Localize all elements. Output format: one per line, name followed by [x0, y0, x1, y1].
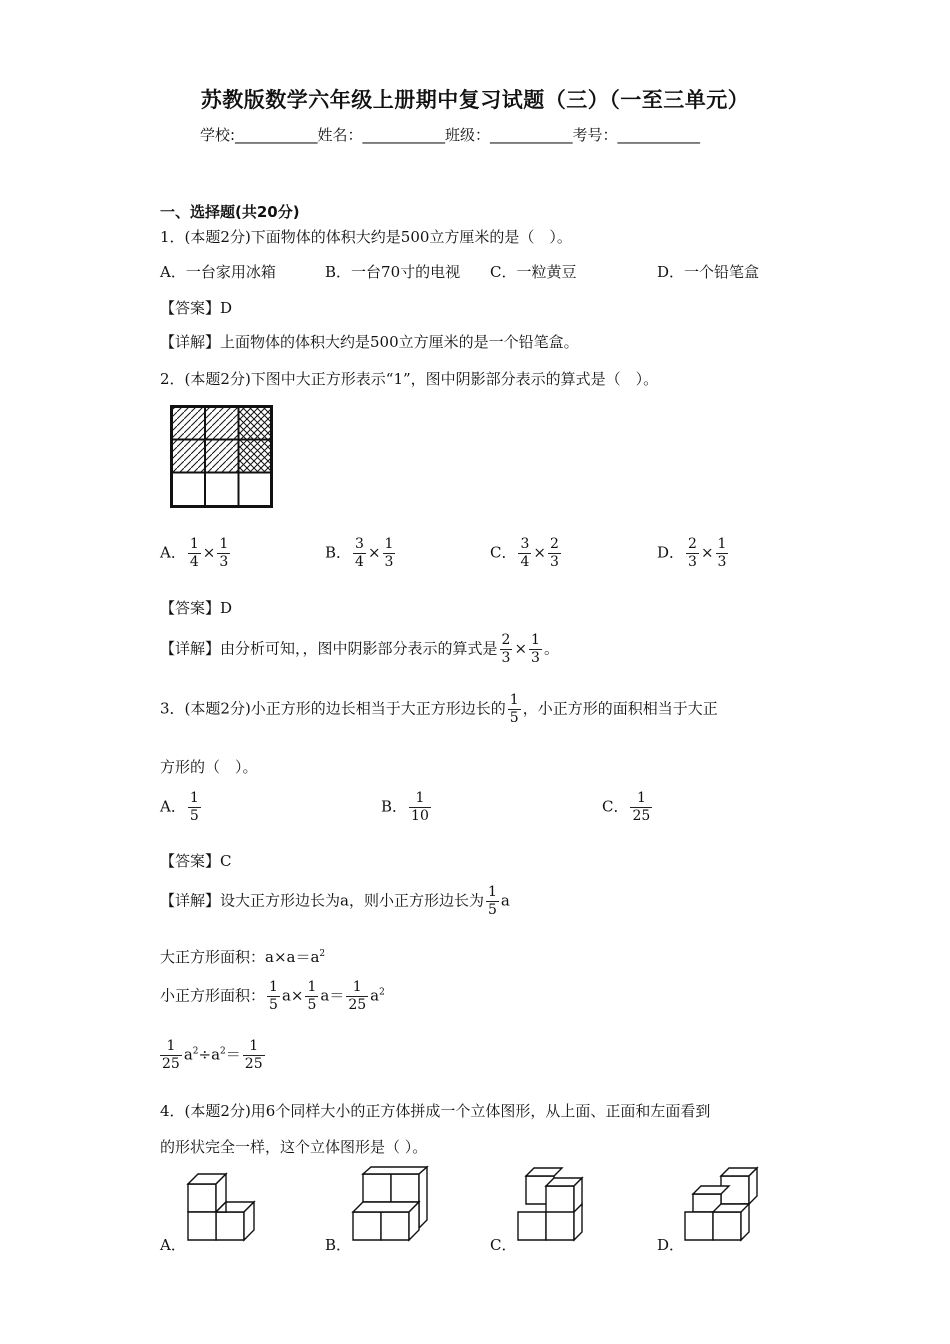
q3-r-sup2: 2 [220, 1046, 226, 1057]
student-info-line: 学校:___________姓名：___________班级：___________考号：___________ [200, 126, 701, 144]
q2-b-op: × [367, 543, 381, 562]
q4-figure-c [516, 1164, 598, 1244]
q1-option-b: B．一台70寸的电视 [325, 263, 461, 281]
q1-explain: 【详解】上面物体的体积大约是500立方厘米的是一个铅笔盒。 [160, 333, 579, 351]
q3-option-a-label: A． [160, 797, 186, 816]
q2-c-op: × [533, 543, 546, 562]
q3-a-num: 1 [189, 790, 199, 806]
q3-r-sup1: 2 [192, 1046, 199, 1057]
q2-explain-op: × [514, 639, 528, 658]
q2-option-c [490, 536, 563, 571]
q3-area-big-sup: 2 [319, 949, 326, 959]
q3-as-sup: 2 [379, 987, 385, 998]
q3-stem [160, 692, 718, 727]
q4-stem-line1: 4．(本题2分)用6个同样大小的正方体拼成一个立体图形，从上面、正面和左面看到 [160, 1102, 711, 1120]
page-title: 苏教版数学六年级上册期中复习试题（三）（一至三单元） [200, 88, 750, 112]
q2-b-num1: 3 [355, 536, 364, 552]
q3-ratio [160, 1038, 267, 1073]
q3-option-b [381, 790, 433, 825]
q3-as-d2: 5 [307, 997, 317, 1013]
q2-explain-num1: 2 [501, 632, 511, 648]
q2-b-num2: 1 [384, 536, 394, 552]
q2-c-num1: 3 [520, 536, 530, 552]
q3-option-b-label: B． [381, 797, 408, 816]
q1-option-d: D．一个铅笔盒 [657, 263, 760, 281]
q2-b-den1: 4 [355, 554, 364, 570]
q3-answer: 【答案】C [160, 852, 232, 870]
q4-option-b-label: B． [325, 1236, 352, 1254]
q2-c-den2: 3 [549, 554, 559, 570]
q3-as-n2: 1 [307, 979, 317, 995]
q2-a-den1: 4 [189, 554, 199, 570]
q4-option-c-label: C． [490, 1236, 517, 1254]
q2-option-a [160, 536, 232, 571]
section-heading: 一、选择题(共20分) [160, 203, 300, 221]
q3-b-num: 1 [409, 790, 431, 808]
q2-explain-den1: 3 [501, 650, 511, 666]
q2-explain-den2: 3 [531, 650, 540, 666]
q2-stem: 2．(本题2分)下图中大正方形表示“1”，图中阴影部分表示的算式是（ ）。 [160, 370, 659, 388]
q2-explain [160, 632, 559, 667]
q2-a-num2: 1 [219, 536, 229, 552]
q3-explain-text: 【详解】设大正方形边长为a，则小正方形边长为 [160, 891, 484, 910]
q3-r-d1: 25 [162, 1056, 180, 1072]
q3-stem-den: 5 [509, 710, 519, 726]
q3-stem-num: 1 [509, 692, 519, 708]
q3-as-t1: a× [281, 986, 304, 1005]
q3-as-n3: 1 [346, 979, 368, 997]
q4-option-d-label: D． [657, 1236, 685, 1254]
q3-option-c-label: C． [602, 797, 629, 816]
q3-r-n1: 1 [160, 1038, 182, 1056]
q2-d-den1: 3 [688, 554, 697, 570]
q3-a-den: 5 [189, 808, 199, 824]
q3-r-n2: 1 [243, 1038, 265, 1056]
q2-answer: 【答案】D [160, 599, 233, 617]
q2-d-op: × [700, 543, 714, 562]
q3-area-small-text: 小正方形面积： [160, 986, 266, 1005]
q3-explain-num: 1 [487, 884, 497, 900]
q4-option-a-label: A． [160, 1236, 186, 1254]
q2-option-c-label: C． [490, 543, 517, 562]
q3-explain-end: a [500, 891, 510, 910]
q2-a-num1: 1 [189, 536, 199, 552]
q2-square-figure [170, 405, 274, 509]
q2-a-op: × [202, 543, 216, 562]
q2-a-den2: 3 [219, 554, 229, 570]
q3-option-a [160, 790, 203, 825]
q4-figure-d [683, 1164, 765, 1244]
q3-explain [160, 884, 510, 919]
q3-area-big-text: 大正方形面积：a×a＝a [160, 948, 320, 966]
q3-r-div: ÷a [198, 1045, 221, 1064]
q3-as-d3: 25 [348, 997, 367, 1013]
q2-option-b [325, 536, 397, 571]
q1-stem: 1．(本题2分)下面物体的体积大约是500立方厘米的是（ ）。 [160, 228, 572, 246]
q3-stem-text2: ，小正方形的面积相当于大正 [522, 699, 718, 718]
q2-c-num2: 2 [549, 536, 559, 552]
q3-stem-text: 3．(本题2分)小正方形的边长相当于大正方形边长的 [160, 699, 506, 718]
q3-as-t3: a [370, 986, 380, 1005]
q3-stem-line2: 方形的（ ）。 [160, 758, 258, 776]
q3-c-den: 25 [632, 808, 651, 824]
q3-r-eq: ＝ [225, 1045, 241, 1064]
q2-option-d [657, 536, 730, 571]
q2-option-d-label: D． [657, 543, 685, 562]
q2-option-b-label: B． [325, 543, 352, 562]
q4-stem-line2: 的形状完全一样，这个立体图形是（ ）。 [160, 1138, 428, 1156]
q3-as-n1: 1 [269, 979, 278, 995]
q1-option-c: C．一粒黄豆 [490, 263, 577, 281]
q3-c-num: 1 [630, 790, 652, 808]
q2-d-num1: 2 [688, 536, 697, 552]
q2-explain-text: 【详解】由分析可知，，图中阴影部分表示的算式是 [160, 639, 498, 658]
q2-explain-num2: 1 [531, 632, 540, 648]
q2-explain-end: 。 [543, 639, 559, 658]
q1-answer: 【答案】D [160, 299, 233, 317]
q3-as-d1: 5 [269, 997, 278, 1013]
q3-r-a: a [183, 1045, 193, 1064]
q3-r-d2: 25 [244, 1056, 263, 1072]
q3-area-big [160, 946, 325, 967]
q4-figure-b [351, 1164, 433, 1244]
q3-area-small [160, 979, 385, 1014]
q3-as-t2: a＝ [320, 986, 345, 1005]
q2-option-a-label: A． [160, 543, 186, 562]
q2-c-den1: 4 [520, 554, 530, 570]
q2-d-num2: 1 [717, 536, 727, 552]
q4-figure-a [186, 1164, 268, 1244]
q1-option-a: A．一台家用冰箱 [160, 263, 276, 281]
q3-explain-den: 5 [487, 902, 497, 918]
q2-d-den2: 3 [717, 554, 727, 570]
q3-b-den: 10 [411, 808, 429, 824]
q3-option-c [602, 790, 654, 825]
q2-b-den2: 3 [384, 554, 394, 570]
